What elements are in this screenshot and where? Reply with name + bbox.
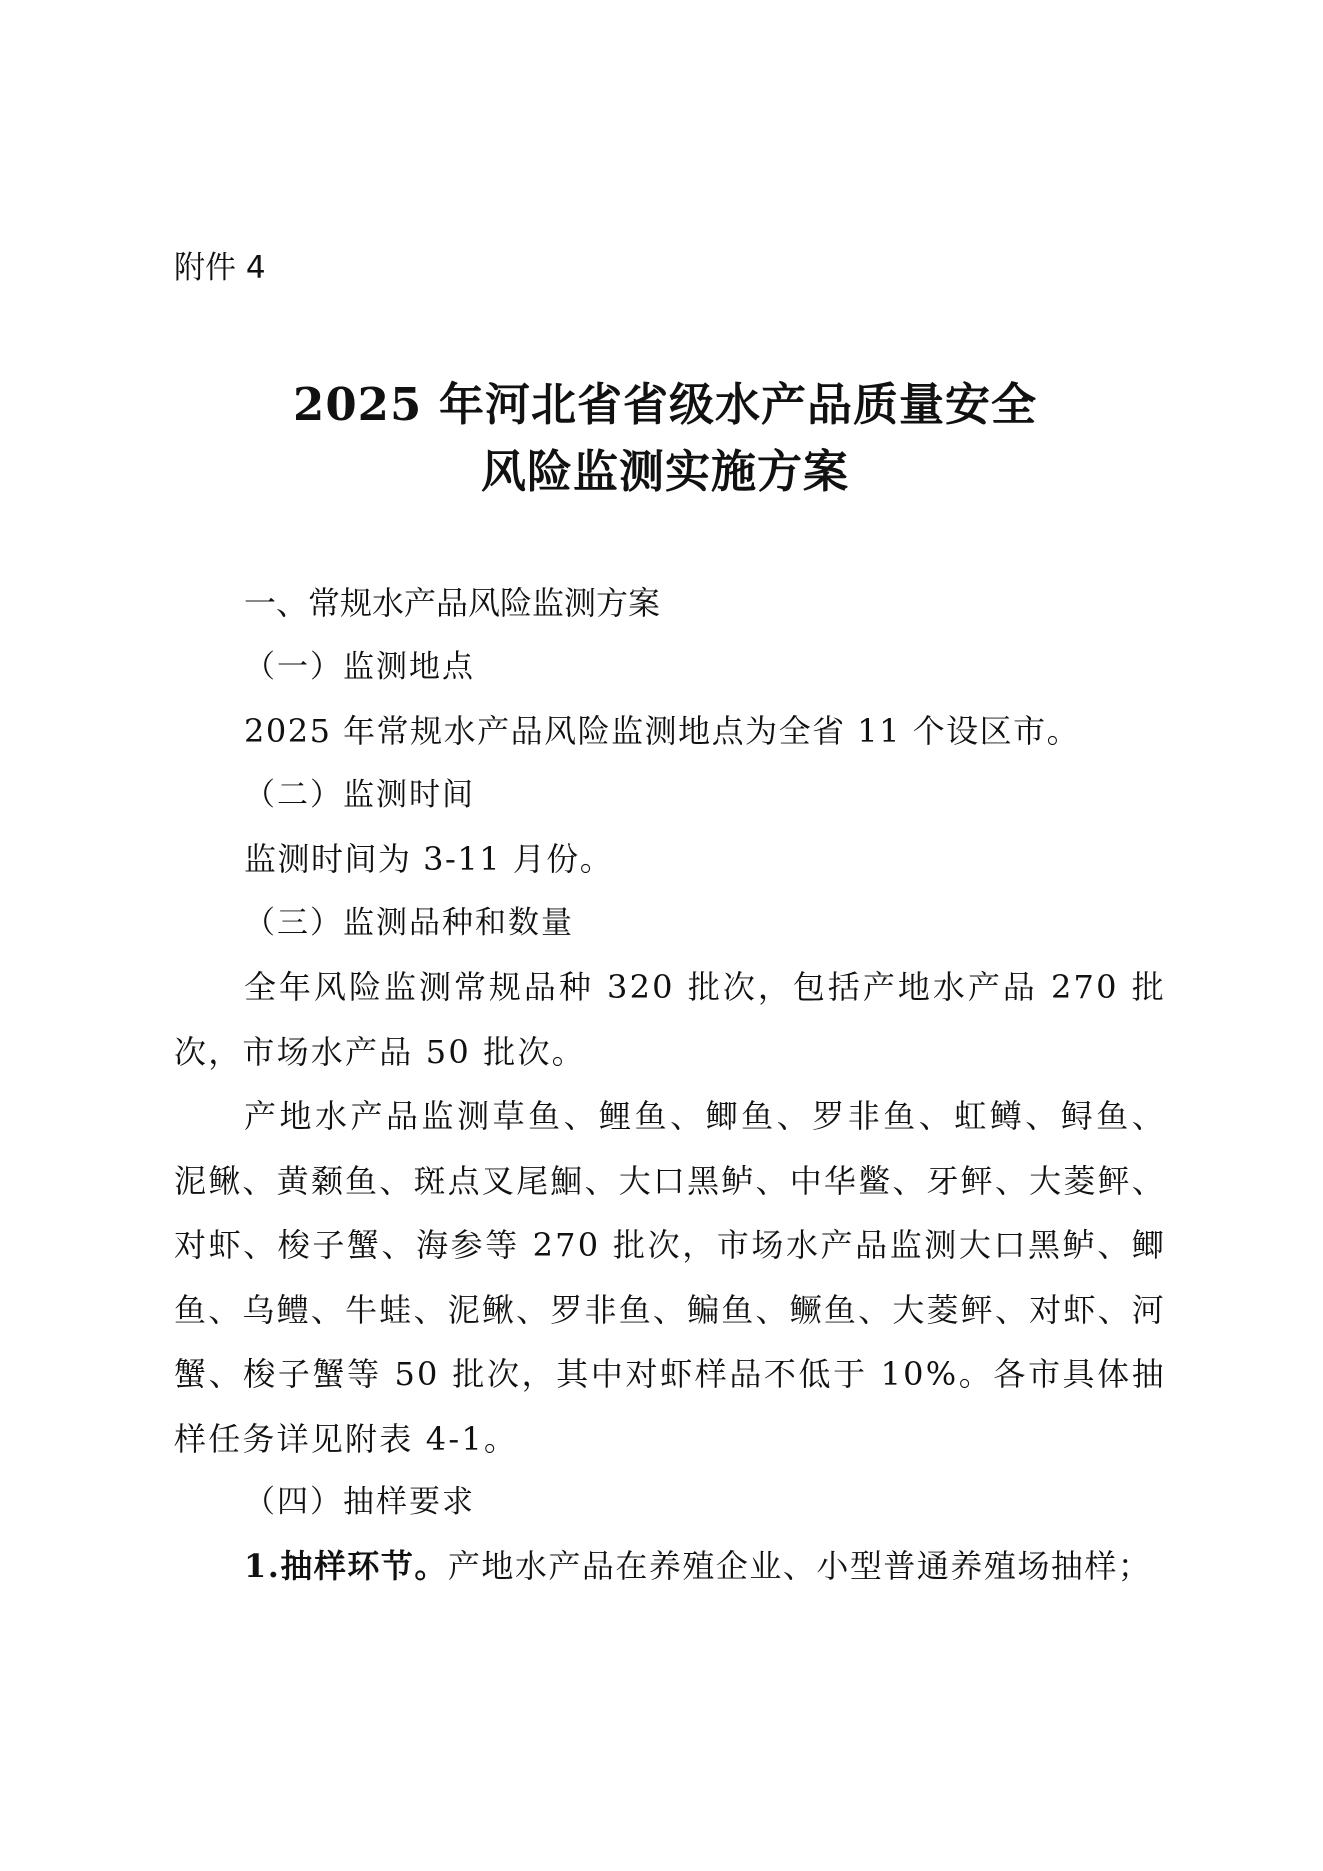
time-text: 监测时间为 3-11 月份。 [244,840,614,878]
document-title-line-2: 风险监测实施方案 [480,445,849,498]
subsection-heading-location: （一）监测地点 [244,649,475,685]
document-title-line-1: 2025 年河北省省级水产品质量安全 [293,378,1037,431]
varieties-paragraph-2: 产地水产品监测草鱼、鲤鱼、鲫鱼、罗非鱼、虹鳟、鲟鱼、泥鳅、黄颡鱼、斑点叉尾鮰、大口黑鲈、中华鳖、牙鲆、大菱鲆、对虾、梭子蟹、海参等 270 批次，市场水产品监测大口黑鲈、鲫鱼、乌鳢、牛蛙、泥鳅、罗非鱼、鳊鱼、鳜鱼、大菱鲆、对虾、河蟹、梭子蟹等 50 批次，其中对虾样品不低于 10%。各市具体抽样任务详见附表 4-1。 [174,1097,1166,1458]
sampling-item-1 [244,1534,1151,1598]
sampling-item-1-text: 产地水产品在养殖企业、小型普通养殖场抽样； [447,1547,1152,1585]
subsection-heading-varieties: （三）监测品种和数量 [244,905,574,941]
sampling-item-1-lead: 1.抽样环节。 [244,1547,448,1585]
section-heading: 一、常规水产品风险监测方案 [244,584,661,622]
subsection-heading-sampling: （四）抽样要求 [244,1484,475,1520]
varieties-paragraph-1: 全年风险监测常规品种 320 批次，包括产地水产品 270 批次，市场水产品 50 批次。 [174,968,1166,1071]
attachment-label: 附件 4 [174,250,266,286]
location-text: 2025 年常规水产品风险监测地点为全省 11 个设区市。 [244,712,1081,750]
subsection-heading-time: （二）监测时间 [244,777,475,813]
